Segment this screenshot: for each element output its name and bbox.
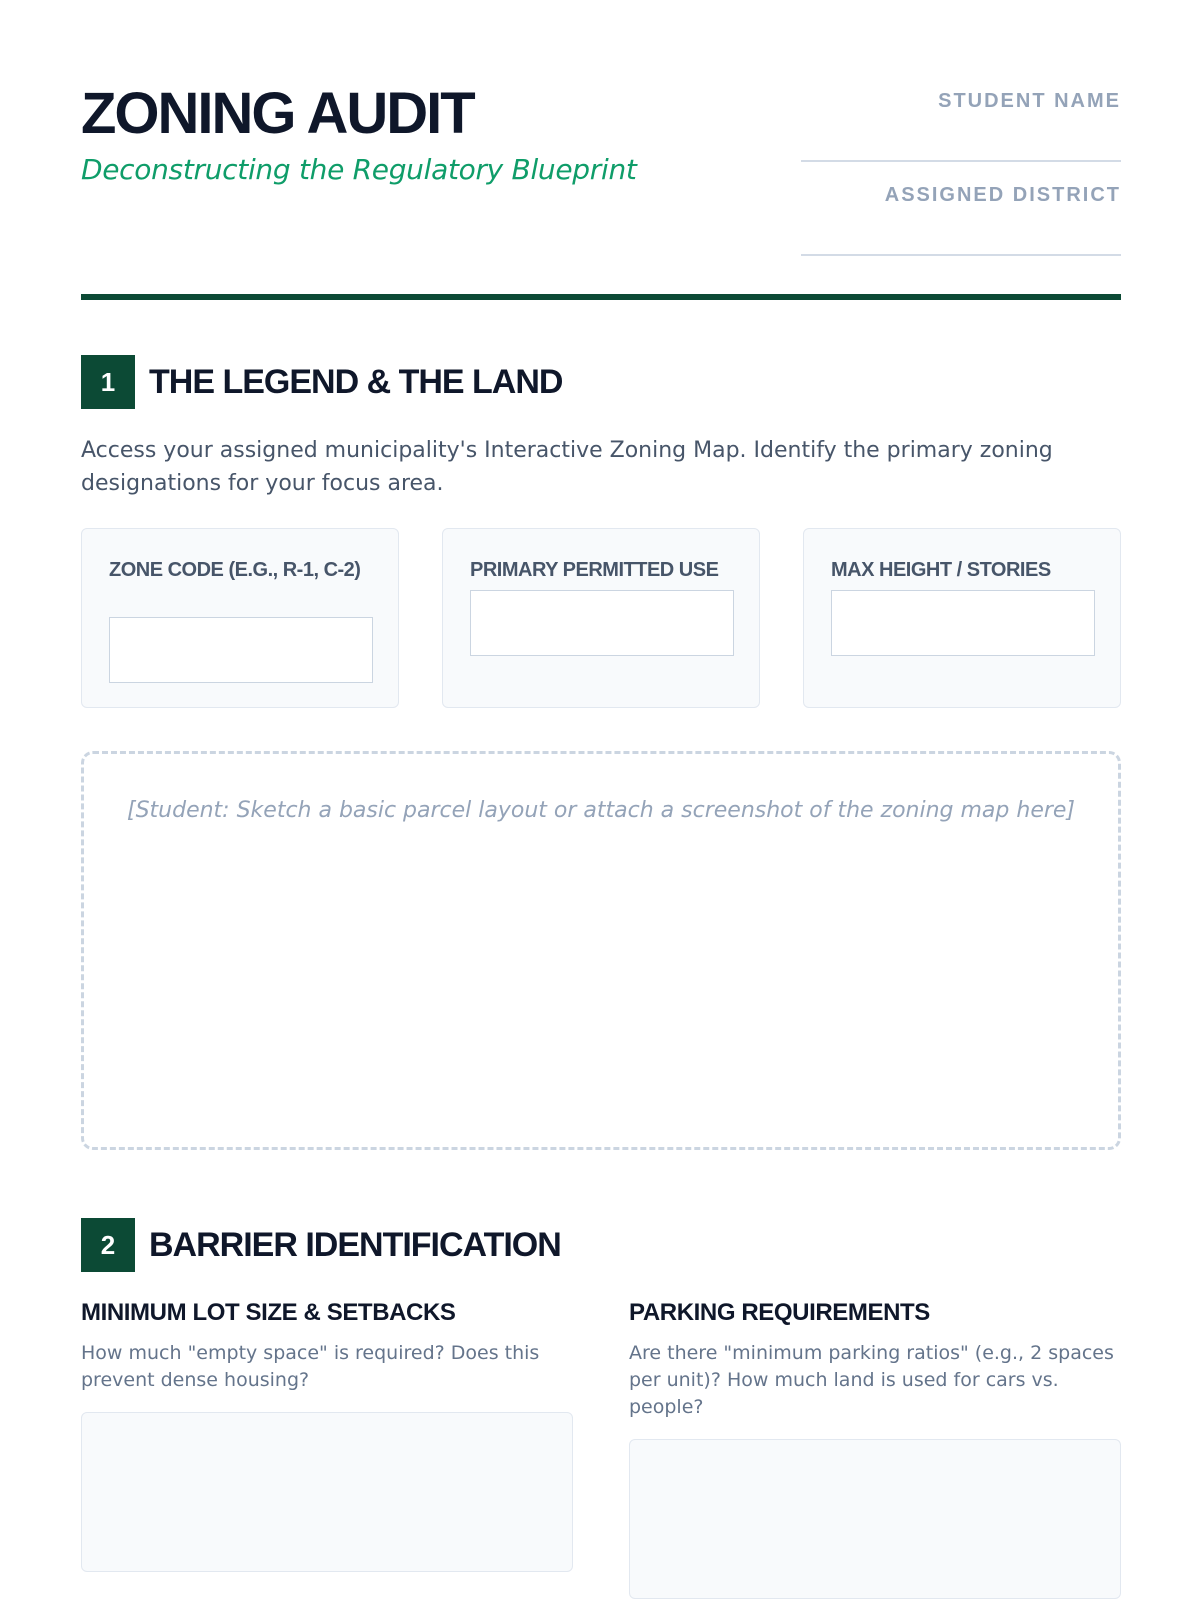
- header-divider: [81, 294, 1121, 300]
- max-height-card: [803, 528, 1121, 708]
- student-name-line[interactable]: [801, 160, 1121, 162]
- zone-code-card: [81, 528, 399, 708]
- student-name-field[interactable]: [801, 90, 1121, 113]
- worksheet-title: ZONING AUDIT: [81, 81, 474, 146]
- max-height-label: MAX HEIGHT / STORIES: [831, 559, 1051, 581]
- lot-size-answer-box[interactable]: [81, 1412, 573, 1572]
- assigned-district-line[interactable]: [801, 254, 1121, 256]
- worksheet-subtitle: Deconstructing the Regulatory Blueprint: [81, 153, 637, 186]
- worksheet-page: [81, 0, 1121, 1600]
- lot-size-title: MINIMUM LOT SIZE & SETBACKS: [81, 1299, 456, 1326]
- section-2-number-badge: 2: [81, 1218, 135, 1272]
- assigned-district-field[interactable]: [801, 184, 1121, 207]
- section-1-title: THE LEGEND & THE LAND: [149, 363, 563, 401]
- section-1-intro: Access your assigned municipality's Interactive Zoning Map. Identify the primary zoning designations for your focus area.: [81, 438, 1053, 496]
- primary-use-label: PRIMARY PERMITTED USE: [470, 559, 719, 581]
- parking-answer-box[interactable]: [629, 1439, 1121, 1599]
- primary-use-input[interactable]: [470, 590, 734, 656]
- zone-code-input[interactable]: [109, 617, 373, 683]
- section-2-title: BARRIER IDENTIFICATION: [149, 1226, 561, 1264]
- section-1-number-badge: 1: [81, 355, 135, 409]
- parking-title: PARKING REQUIREMENTS: [629, 1299, 930, 1326]
- assigned-district-label: ASSIGNED DISTRICT: [884, 184, 1121, 206]
- section-2-heading: [81, 1218, 1121, 1272]
- parking-prompt: Are there "minimum parking ratios" (e.g., 2 spaces per unit)? How much land is used for cars vs. people?: [629, 1342, 1114, 1418]
- sketch-area[interactable]: [81, 751, 1121, 1150]
- student-name-label: STUDENT NAME: [938, 90, 1121, 112]
- zone-code-label: ZONE CODE (E.G., R-1, C-2): [109, 559, 361, 581]
- sketch-placeholder: [Student: Sketch a basic parcel layout or attach a screenshot of the zoning map here]: [126, 798, 1076, 823]
- max-height-input[interactable]: [831, 590, 1095, 656]
- section-1-heading: [81, 355, 1121, 409]
- worksheet-header: [81, 0, 1121, 300]
- parking-column: [629, 1298, 1121, 1421]
- lot-size-prompt: How much "empty space" is required? Does this prevent dense housing?: [81, 1342, 540, 1391]
- lot-size-column: [81, 1298, 573, 1394]
- primary-use-card: [442, 528, 760, 708]
